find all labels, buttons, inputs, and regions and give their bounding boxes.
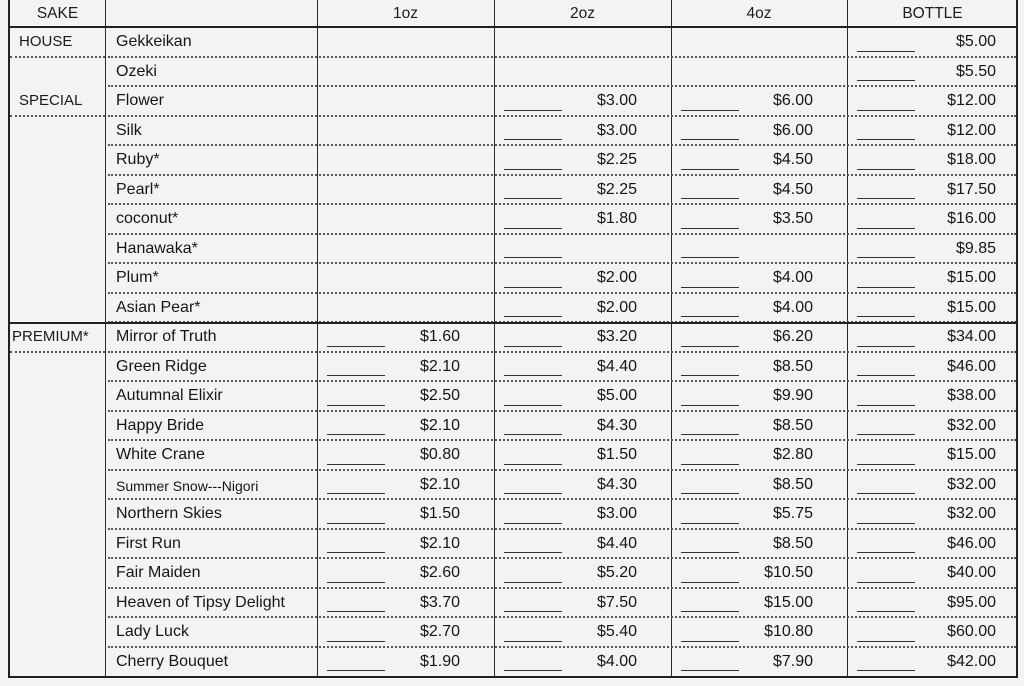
quantity-blank-oz4[interactable] bbox=[681, 228, 739, 229]
price-bottle: $17.50 bbox=[947, 180, 996, 198]
quantity-blank-oz2[interactable] bbox=[504, 523, 562, 524]
price-cell-oz1 bbox=[317, 323, 494, 353]
quantity-blank-bottle[interactable] bbox=[857, 51, 915, 52]
price-oz2: $2.00 bbox=[596, 298, 637, 316]
price-cell-bottle bbox=[847, 146, 1018, 176]
price-oz2: $1.50 bbox=[596, 446, 637, 463]
price-cell-oz4 bbox=[671, 294, 847, 324]
quantity-blank-oz4[interactable] bbox=[681, 169, 739, 170]
price-oz1: $2.10 bbox=[419, 357, 460, 375]
price-cell-bottle bbox=[847, 441, 1018, 471]
quantity-blank-oz1[interactable] bbox=[327, 552, 385, 553]
quantity-blank-oz4[interactable] bbox=[681, 523, 739, 524]
price-cell-oz4 bbox=[671, 353, 847, 383]
price-cell-oz4 bbox=[671, 87, 847, 117]
quantity-blank-oz1[interactable] bbox=[327, 464, 385, 465]
quantity-blank-oz4[interactable] bbox=[681, 110, 739, 111]
sake-row bbox=[108, 382, 1016, 412]
quantity-blank-oz4[interactable] bbox=[681, 405, 739, 406]
price-bottle: $32.00 bbox=[947, 475, 996, 493]
quantity-blank-bottle[interactable] bbox=[857, 139, 915, 140]
price-cell-bottle bbox=[847, 500, 1018, 530]
sake-row bbox=[108, 205, 1016, 235]
quantity-blank-bottle[interactable] bbox=[857, 287, 915, 288]
price-oz1: $1.60 bbox=[419, 328, 460, 345]
quantity-blank-oz4[interactable] bbox=[681, 641, 739, 642]
quantity-blank-oz4[interactable] bbox=[681, 434, 739, 435]
price-cell-oz4 bbox=[671, 205, 847, 235]
quantity-blank-oz2[interactable] bbox=[504, 405, 562, 406]
price-bottle: $5.00 bbox=[955, 33, 996, 50]
price-cell-oz2 bbox=[494, 441, 671, 471]
quantity-blank-oz4[interactable] bbox=[681, 287, 739, 288]
quantity-blank-oz4[interactable] bbox=[681, 582, 739, 583]
price-oz2: $3.00 bbox=[596, 92, 637, 109]
price-cell-bottle bbox=[847, 353, 1018, 383]
header-2oz: 2oz bbox=[570, 5, 595, 22]
quantity-blank-bottle[interactable] bbox=[857, 493, 915, 494]
price-oz4: $8.50 bbox=[772, 475, 813, 493]
sake-name: Autumnal Elixir bbox=[116, 387, 223, 404]
price-oz2: $3.20 bbox=[596, 328, 637, 345]
price-oz2: $5.40 bbox=[596, 623, 637, 640]
quantity-blank-bottle[interactable] bbox=[857, 641, 915, 642]
sake-name: Hanawaka* bbox=[116, 239, 198, 257]
quantity-blank-oz2[interactable] bbox=[504, 611, 562, 612]
price-oz4: $7.90 bbox=[772, 652, 813, 670]
quantity-blank-oz1[interactable] bbox=[327, 523, 385, 524]
price-cell-oz1 bbox=[317, 471, 494, 501]
price-cell-oz1 bbox=[317, 58, 494, 88]
price-cell-bottle bbox=[847, 589, 1018, 619]
price-oz1: $2.60 bbox=[419, 564, 460, 581]
quantity-blank-bottle[interactable] bbox=[857, 405, 915, 406]
quantity-blank-oz4[interactable] bbox=[681, 611, 739, 612]
price-cell-oz2 bbox=[494, 146, 671, 176]
price-cell-bottle bbox=[847, 87, 1018, 117]
sake-row bbox=[108, 146, 1016, 176]
sake-name: Ruby* bbox=[116, 151, 160, 168]
quantity-blank-oz2[interactable] bbox=[504, 287, 562, 288]
price-oz4: $8.50 bbox=[772, 534, 813, 552]
header-sake: SAKE bbox=[36, 5, 79, 22]
price-oz2: $3.00 bbox=[596, 505, 637, 522]
sake-name: Northern Skies bbox=[116, 505, 222, 522]
quantity-blank-bottle[interactable] bbox=[857, 257, 915, 258]
sake-row bbox=[108, 530, 1016, 560]
price-cell-oz4 bbox=[671, 146, 847, 176]
quantity-blank-oz2[interactable] bbox=[504, 641, 562, 642]
price-cell-bottle bbox=[847, 559, 1018, 589]
price-oz2: $1.80 bbox=[596, 210, 637, 227]
price-cell-oz2 bbox=[494, 412, 671, 442]
quantity-blank-bottle[interactable] bbox=[857, 464, 915, 465]
sake-name: White Crane bbox=[116, 446, 205, 463]
price-oz4: $15.00 bbox=[764, 593, 813, 611]
sake-row bbox=[108, 28, 1016, 58]
header-1oz: 1oz bbox=[393, 5, 418, 22]
price-cell-oz4 bbox=[671, 235, 847, 265]
price-cell-oz4 bbox=[671, 530, 847, 560]
quantity-blank-oz1[interactable] bbox=[327, 611, 385, 612]
price-oz4: $10.50 bbox=[764, 564, 813, 581]
price-cell-oz2 bbox=[494, 471, 671, 501]
price-cell-oz1 bbox=[317, 648, 494, 678]
header-bottle: BOTTLE bbox=[902, 5, 963, 22]
quantity-blank-oz1[interactable] bbox=[327, 493, 385, 494]
price-bottle: $15.00 bbox=[947, 269, 996, 286]
price-cell-bottle bbox=[847, 117, 1018, 147]
price-oz2: $5.20 bbox=[596, 564, 637, 581]
price-cell-oz1 bbox=[317, 176, 494, 206]
quantity-blank-oz4[interactable] bbox=[681, 346, 739, 347]
quantity-blank-oz1[interactable] bbox=[327, 670, 385, 671]
sake-name: Happy Bride bbox=[116, 416, 205, 434]
sake-row bbox=[108, 648, 1016, 678]
quantity-blank-bottle[interactable] bbox=[857, 346, 915, 347]
price-oz2: $2.25 bbox=[596, 151, 637, 168]
price-bottle: $15.00 bbox=[947, 298, 996, 316]
quantity-blank-oz1[interactable] bbox=[327, 641, 385, 642]
quantity-blank-oz1[interactable] bbox=[327, 582, 385, 583]
price-cell-oz2 bbox=[494, 294, 671, 324]
price-oz4: $2.80 bbox=[772, 446, 813, 463]
group-label-rule bbox=[10, 56, 105, 58]
price-bottle: $15.00 bbox=[947, 446, 996, 463]
price-cell-oz4 bbox=[671, 412, 847, 442]
price-oz4: $8.50 bbox=[772, 357, 813, 375]
sake-row bbox=[108, 500, 1016, 530]
price-oz1: $2.10 bbox=[419, 534, 460, 552]
quantity-blank-oz4[interactable] bbox=[681, 670, 739, 671]
quantity-blank-oz4[interactable] bbox=[681, 198, 739, 199]
price-bottle: $40.00 bbox=[947, 564, 996, 581]
price-bottle: $32.00 bbox=[947, 416, 996, 434]
price-cell-bottle bbox=[847, 323, 1018, 353]
quantity-blank-oz2[interactable] bbox=[504, 434, 562, 435]
price-cell-oz4 bbox=[671, 58, 847, 88]
price-cell-bottle bbox=[847, 412, 1018, 442]
price-oz2: $2.00 bbox=[596, 269, 637, 286]
price-cell-oz1 bbox=[317, 353, 494, 383]
price-bottle: $16.00 bbox=[947, 210, 996, 227]
sake-row bbox=[108, 353, 1016, 383]
quantity-blank-bottle[interactable] bbox=[857, 611, 915, 612]
column-divider-sake bbox=[105, 0, 106, 676]
sake-name: Heaven of Tipsy Delight bbox=[116, 593, 285, 611]
price-bottle: $18.00 bbox=[947, 151, 996, 168]
price-cell-oz2 bbox=[494, 28, 671, 58]
price-cell-bottle bbox=[847, 530, 1018, 560]
price-cell-oz1 bbox=[317, 589, 494, 619]
quantity-blank-oz4[interactable] bbox=[681, 375, 739, 376]
price-cell-oz2 bbox=[494, 618, 671, 648]
price-cell-oz1 bbox=[317, 28, 494, 58]
quantity-blank-oz2[interactable] bbox=[504, 346, 562, 347]
sake-row bbox=[108, 471, 1016, 501]
sake-row bbox=[108, 441, 1016, 471]
price-cell-oz4 bbox=[671, 382, 847, 412]
sake-name: Silk bbox=[116, 121, 142, 139]
price-oz4: $6.00 bbox=[772, 121, 813, 139]
sake-name: Fair Maiden bbox=[116, 564, 201, 581]
price-cell-oz2 bbox=[494, 117, 671, 147]
price-cell-oz4 bbox=[671, 500, 847, 530]
price-oz1: $1.50 bbox=[419, 505, 460, 522]
quantity-blank-oz2[interactable] bbox=[504, 198, 562, 199]
quantity-blank-bottle[interactable] bbox=[857, 434, 915, 435]
sake-row bbox=[108, 294, 1016, 324]
quantity-blank-oz4[interactable] bbox=[681, 493, 739, 494]
quantity-blank-bottle[interactable] bbox=[857, 198, 915, 199]
price-oz4: $4.00 bbox=[772, 269, 813, 286]
price-oz4: $4.00 bbox=[772, 298, 813, 316]
quantity-blank-bottle[interactable] bbox=[857, 316, 915, 317]
quantity-blank-bottle[interactable] bbox=[857, 670, 915, 671]
quantity-blank-oz1[interactable] bbox=[327, 434, 385, 435]
price-cell-oz4 bbox=[671, 28, 847, 58]
price-oz1: $2.10 bbox=[419, 475, 460, 493]
quantity-blank-oz2[interactable] bbox=[504, 316, 562, 317]
quantity-blank-oz1[interactable] bbox=[327, 346, 385, 347]
quantity-blank-bottle[interactable] bbox=[857, 552, 915, 553]
sake-name: Mirror of Truth bbox=[116, 328, 217, 345]
price-cell-oz2 bbox=[494, 500, 671, 530]
group-label-rule bbox=[10, 351, 105, 353]
price-oz2: $4.30 bbox=[596, 475, 637, 493]
price-bottle: $38.00 bbox=[947, 387, 996, 404]
quantity-blank-bottle[interactable] bbox=[857, 523, 915, 524]
price-cell-bottle bbox=[847, 618, 1018, 648]
price-cell-oz1 bbox=[317, 117, 494, 147]
price-oz1: $2.70 bbox=[419, 623, 460, 640]
price-cell-oz1 bbox=[317, 264, 494, 294]
quantity-blank-oz1[interactable] bbox=[327, 405, 385, 406]
header-4oz: 4oz bbox=[746, 5, 772, 22]
price-oz1: $2.10 bbox=[419, 416, 460, 434]
price-bottle: $42.00 bbox=[947, 652, 996, 670]
price-cell-bottle bbox=[847, 205, 1018, 235]
sake-row bbox=[108, 87, 1016, 117]
sake-name: Cherry Bouquet bbox=[116, 652, 229, 670]
price-cell-oz2 bbox=[494, 87, 671, 117]
price-oz4: $5.75 bbox=[772, 505, 813, 522]
price-cell-oz1 bbox=[317, 235, 494, 265]
sake-row bbox=[108, 176, 1016, 206]
price-cell-oz4 bbox=[671, 117, 847, 147]
quantity-blank-oz4[interactable] bbox=[681, 257, 739, 258]
quantity-blank-oz4[interactable] bbox=[681, 139, 739, 140]
quantity-blank-bottle[interactable] bbox=[857, 375, 915, 376]
price-cell-oz2 bbox=[494, 176, 671, 206]
price-cell-oz4 bbox=[671, 176, 847, 206]
price-cell-oz4 bbox=[671, 589, 847, 619]
price-cell-oz2 bbox=[494, 235, 671, 265]
price-cell-oz2 bbox=[494, 530, 671, 560]
price-cell-oz2 bbox=[494, 382, 671, 412]
sake-row bbox=[108, 58, 1016, 88]
sake-row bbox=[108, 618, 1016, 648]
price-oz1: $2.50 bbox=[419, 387, 460, 404]
price-cell-bottle bbox=[847, 471, 1018, 501]
quantity-blank-oz2[interactable] bbox=[504, 582, 562, 583]
quantity-blank-oz2[interactable] bbox=[504, 110, 562, 111]
price-bottle: $32.00 bbox=[947, 505, 996, 522]
price-cell-oz4 bbox=[671, 264, 847, 294]
sake-row bbox=[108, 323, 1016, 353]
price-cell-oz4 bbox=[671, 323, 847, 353]
price-cell-oz2 bbox=[494, 353, 671, 383]
quantity-blank-oz2[interactable] bbox=[504, 375, 562, 376]
price-cell-oz1 bbox=[317, 205, 494, 235]
quantity-blank-oz4[interactable] bbox=[681, 316, 739, 317]
price-oz4: $9.90 bbox=[772, 387, 813, 404]
sake-row bbox=[108, 559, 1016, 589]
group-label: SPECIAL bbox=[19, 92, 83, 109]
sake-row bbox=[108, 264, 1016, 294]
price-oz2: $4.30 bbox=[596, 416, 637, 434]
price-bottle: $46.00 bbox=[947, 534, 996, 552]
price-cell-oz2 bbox=[494, 648, 671, 678]
quantity-blank-oz2[interactable] bbox=[504, 493, 562, 494]
price-cell-bottle bbox=[847, 28, 1018, 58]
sake-name: coconut* bbox=[116, 210, 179, 227]
price-cell-oz1 bbox=[317, 146, 494, 176]
price-oz4: $10.80 bbox=[764, 623, 813, 640]
quantity-blank-bottle[interactable] bbox=[857, 169, 915, 170]
quantity-blank-oz4[interactable] bbox=[681, 552, 739, 553]
sake-row bbox=[108, 117, 1016, 147]
price-cell-oz4 bbox=[671, 441, 847, 471]
price-cell-oz2 bbox=[494, 559, 671, 589]
price-oz2: $3.00 bbox=[596, 121, 637, 139]
sake-name: Ozeki bbox=[116, 62, 157, 80]
price-oz2: $2.25 bbox=[596, 180, 637, 198]
price-cell-oz2 bbox=[494, 264, 671, 294]
price-bottle: $5.50 bbox=[955, 62, 996, 80]
sake-name: Green Ridge bbox=[116, 357, 207, 375]
price-oz1: $1.90 bbox=[419, 652, 460, 670]
price-oz4: $4.50 bbox=[772, 151, 813, 168]
quantity-blank-bottle[interactable] bbox=[857, 228, 915, 229]
price-cell-oz4 bbox=[671, 618, 847, 648]
quantity-blank-oz2[interactable] bbox=[504, 257, 562, 258]
quantity-blank-oz2[interactable] bbox=[504, 464, 562, 465]
price-bottle: $60.00 bbox=[947, 623, 996, 640]
group-label: HOUSE bbox=[19, 33, 73, 50]
price-cell-oz1 bbox=[317, 500, 494, 530]
price-bottle: $9.85 bbox=[955, 239, 996, 257]
quantity-blank-oz2[interactable] bbox=[504, 139, 562, 140]
sake-name: Gekkeikan bbox=[116, 33, 192, 50]
price-cell-oz1 bbox=[317, 618, 494, 648]
price-bottle: $34.00 bbox=[947, 328, 996, 345]
price-oz4: $3.50 bbox=[772, 210, 813, 227]
price-cell-oz1 bbox=[317, 294, 494, 324]
quantity-blank-oz2[interactable] bbox=[504, 228, 562, 229]
quantity-blank-oz2[interactable] bbox=[504, 169, 562, 170]
quantity-blank-bottle[interactable] bbox=[857, 582, 915, 583]
price-cell-oz4 bbox=[671, 648, 847, 678]
price-cell-oz2 bbox=[494, 589, 671, 619]
price-bottle: $12.00 bbox=[947, 121, 996, 139]
price-oz1: $0.80 bbox=[419, 446, 460, 463]
sake-name: Flower bbox=[116, 92, 165, 109]
sake-name: Lady Luck bbox=[116, 623, 189, 640]
quantity-blank-oz4[interactable] bbox=[681, 464, 739, 465]
sake-name: Asian Pear* bbox=[116, 298, 201, 316]
quantity-blank-bottle[interactable] bbox=[857, 80, 915, 81]
price-oz4: $6.20 bbox=[772, 328, 813, 345]
group-label-rule bbox=[10, 115, 105, 117]
price-oz1: $3.70 bbox=[419, 593, 460, 611]
price-cell-oz4 bbox=[671, 559, 847, 589]
quantity-blank-bottle[interactable] bbox=[857, 110, 915, 111]
price-cell-bottle bbox=[847, 382, 1018, 412]
sake-row bbox=[108, 412, 1016, 442]
price-bottle: $46.00 bbox=[947, 357, 996, 375]
price-oz4: $8.50 bbox=[772, 416, 813, 434]
price-oz2: $4.40 bbox=[596, 357, 637, 375]
price-cell-bottle bbox=[847, 58, 1018, 88]
sake-row bbox=[108, 235, 1016, 265]
price-cell-oz1 bbox=[317, 530, 494, 560]
price-oz4: $4.50 bbox=[772, 180, 813, 198]
price-cell-oz4 bbox=[671, 471, 847, 501]
group-label: PREMIUM* bbox=[12, 328, 89, 345]
price-cell-oz1 bbox=[317, 441, 494, 471]
price-oz2: $4.40 bbox=[596, 534, 637, 552]
sake-name: Pearl* bbox=[116, 180, 160, 198]
sake-name: Summer Snow---Nigori bbox=[116, 477, 259, 494]
price-oz2: $4.00 bbox=[596, 652, 637, 670]
price-cell-oz1 bbox=[317, 412, 494, 442]
sake-name: First Run bbox=[116, 534, 181, 552]
price-oz2: $5.00 bbox=[596, 387, 637, 404]
price-bottle: $12.00 bbox=[947, 92, 996, 109]
price-oz2: $7.50 bbox=[596, 593, 637, 611]
quantity-blank-oz1[interactable] bbox=[327, 375, 385, 376]
price-cell-oz1 bbox=[317, 382, 494, 412]
price-cell-oz2 bbox=[494, 323, 671, 353]
sake-row bbox=[108, 589, 1016, 619]
price-cell-oz1 bbox=[317, 559, 494, 589]
price-cell-oz2 bbox=[494, 58, 671, 88]
price-cell-oz2 bbox=[494, 205, 671, 235]
price-cell-bottle bbox=[847, 235, 1018, 265]
price-cell-bottle bbox=[847, 176, 1018, 206]
sake-price-sheet bbox=[8, 0, 1018, 678]
quantity-blank-oz2[interactable] bbox=[504, 670, 562, 671]
price-cell-bottle bbox=[847, 648, 1018, 678]
price-oz4: $6.00 bbox=[772, 92, 813, 109]
price-cell-bottle bbox=[847, 264, 1018, 294]
price-cell-oz1 bbox=[317, 87, 494, 117]
price-cell-bottle bbox=[847, 294, 1018, 324]
quantity-blank-oz2[interactable] bbox=[504, 552, 562, 553]
sake-name: Plum* bbox=[116, 269, 159, 286]
price-bottle: $95.00 bbox=[947, 593, 996, 611]
